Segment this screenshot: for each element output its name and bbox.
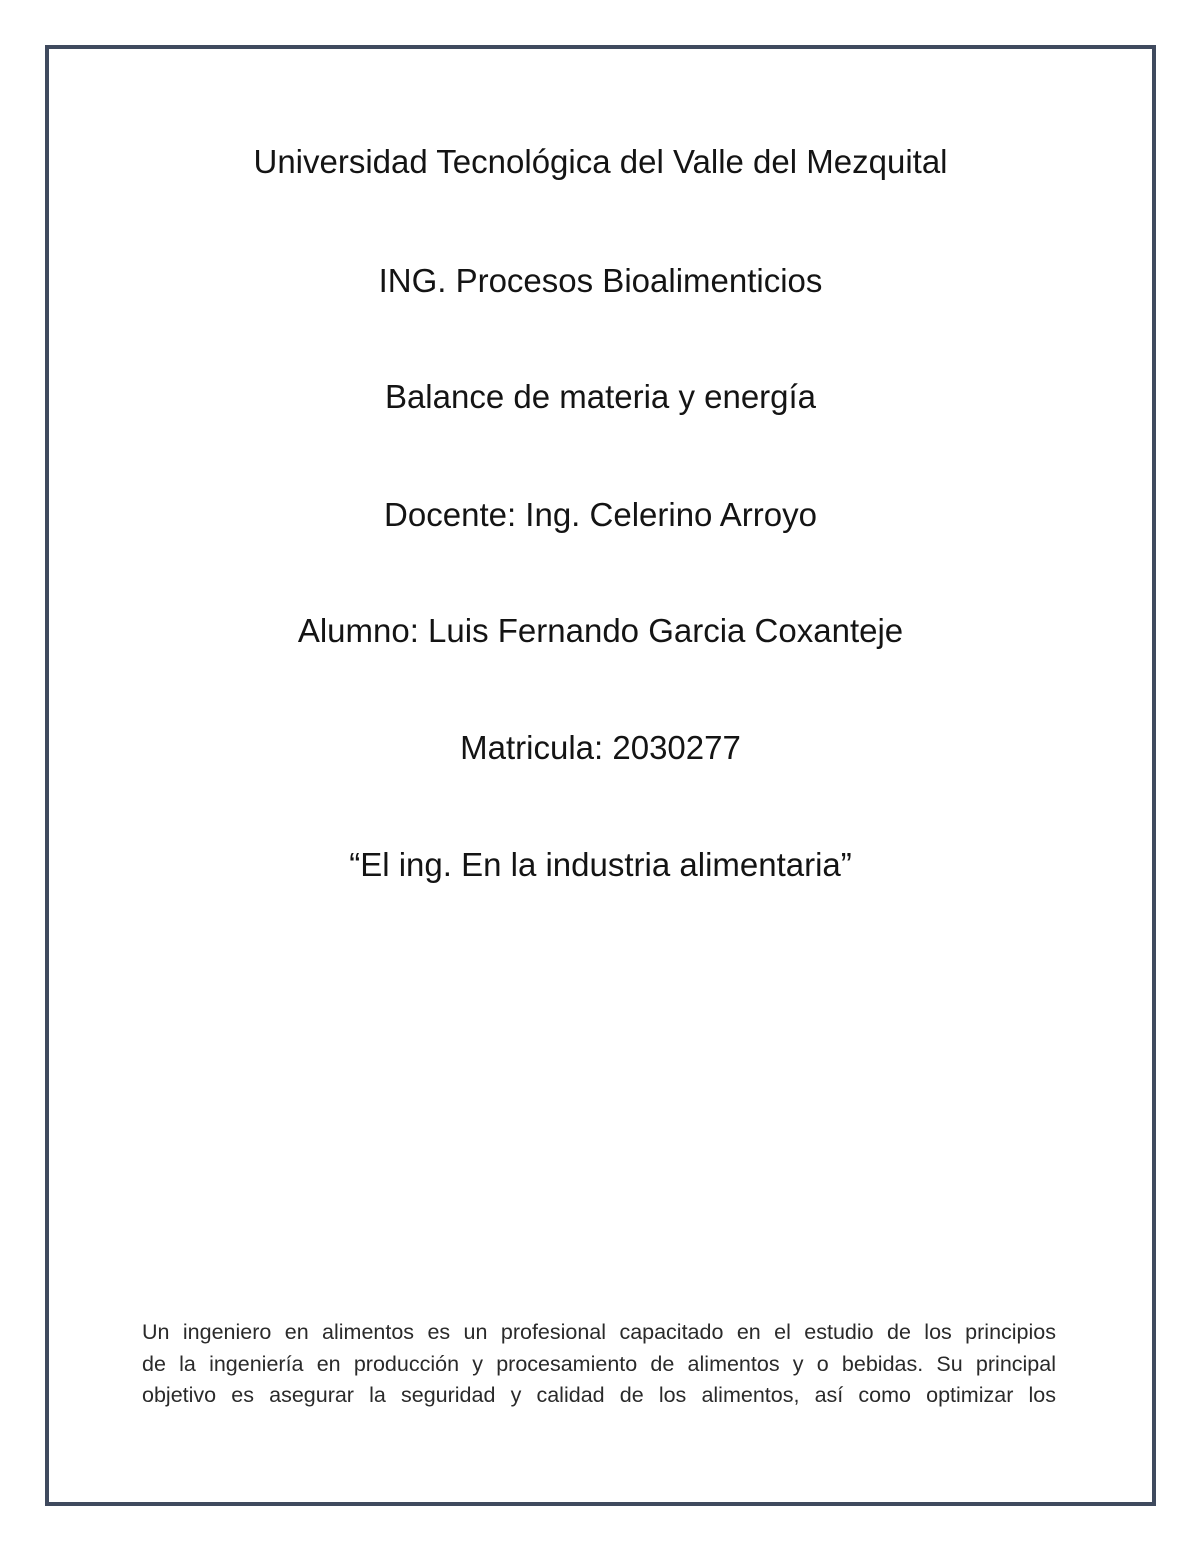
paragraph-line: objetivo es asegurar la seguridad y calidad de los alimentos, así como optimizar los — [142, 1383, 1056, 1407]
intro-paragraph — [142, 1317, 1056, 1412]
enrollment-number: Matricula: 2030277 — [460, 729, 741, 766]
university-name: Universidad Tecnológica del Valle del Mezquital — [253, 143, 948, 180]
teacher-name: Docente: Ing. Celerino Arroyo — [384, 496, 817, 533]
document-title: “El ing. En la industria alimentaria” — [349, 846, 852, 883]
program-name: ING. Procesos Bioalimenticios — [378, 262, 823, 299]
paragraph-line: de la ingeniería en producción y procesamiento de alimentos y o bebidas. Su principal — [142, 1351, 1056, 1376]
student-name: Alumno: Luis Fernando Garcia Coxanteje — [297, 612, 904, 649]
subject-name: Balance de materia y energía — [384, 378, 817, 415]
paragraph-line: Un ingeniero en alimentos es un profesional capacitado en el estudio de los principios — [142, 1320, 1056, 1344]
